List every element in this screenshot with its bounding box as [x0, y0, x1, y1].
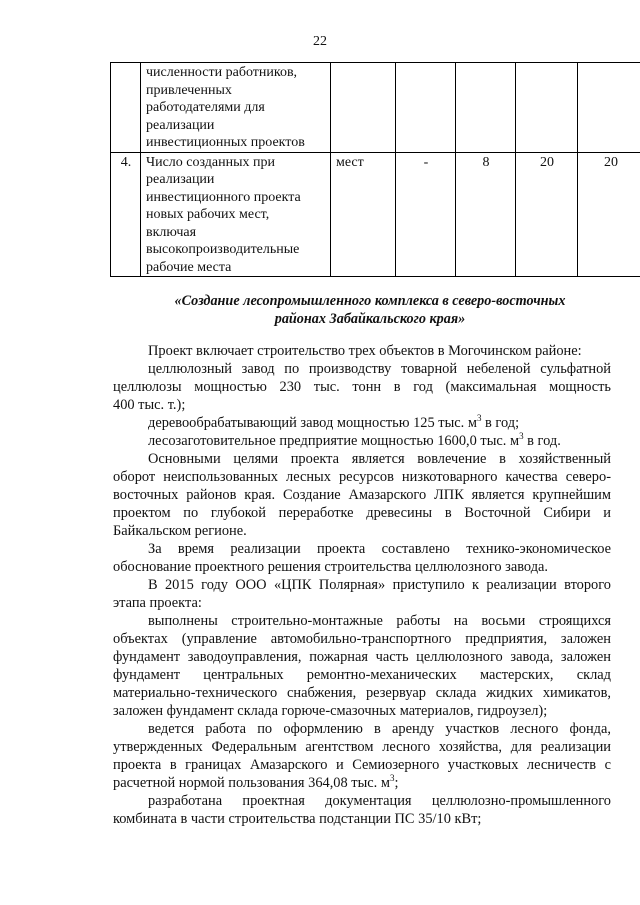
text-line: заложен фундамент склада горюче-смазочных материалов, гидроузел);	[113, 703, 548, 719]
paragraph	[113, 792, 611, 828]
text-line	[113, 432, 611, 450]
text-line: 400 тыс. т.);	[113, 397, 186, 413]
text-line: утвержденных Федеральным агентством лесного хозяйства, для реализации	[113, 739, 611, 755]
value-cell: -	[396, 152, 456, 277]
text-line: фундамент заводоуправления, пожарная часть целлюлозного завода, заложен	[113, 649, 611, 665]
text-fragment: деревообрабатывающий завод мощностью 125 тыс. м	[148, 415, 477, 431]
indicator-name-cell	[141, 152, 331, 277]
text-line: Основными целями проекта является вовлечение в хозяйственный	[148, 451, 611, 467]
paragraph	[113, 612, 611, 720]
paragraph	[113, 414, 611, 432]
section-title-line: «Создание лесопромышленного комплекса в северо-восточных	[174, 293, 566, 309]
text-line: обоснование проектного решения строительства целлюлозного завода.	[113, 559, 549, 575]
paragraph	[113, 540, 611, 576]
paragraph	[113, 576, 611, 612]
indicator-name-cell	[141, 63, 331, 153]
text-line	[113, 414, 611, 432]
cell-text-line: новых рабочих мест,	[146, 207, 270, 222]
text-line	[113, 774, 611, 792]
text-line: проекта в границах Амазарского и Семиозерного участковых лесничеств с	[113, 757, 611, 773]
cell-text-line: реализации	[146, 172, 215, 187]
page-number: 22	[313, 34, 327, 49]
text-line: выполнены строительно-монтажные работы на восьми строящихся	[148, 613, 611, 629]
text-line: целлюлозы мощностью 230 тыс. тонн в год (максимальная мощность	[113, 379, 611, 395]
text-line: ведется работа по оформлению в аренду участков лесного фонда,	[148, 721, 611, 737]
text-fragment: лесозаготовительное предприятие мощностью 1600,0 тыс. м	[148, 433, 520, 449]
superscript: 3	[389, 773, 395, 784]
value-cell	[396, 63, 456, 153]
table-row-4	[111, 152, 640, 277]
row-number-cell	[111, 63, 141, 153]
text-line: Проект включает строительство трех объектов в Могочинском районе:	[148, 343, 582, 359]
section-title	[120, 292, 620, 328]
cell-text-line: Число созданных при	[146, 154, 275, 170]
text-line: В 2015 году ООО «ЦПК Полярная» приступило к реализации второго	[148, 577, 611, 593]
paragraph	[113, 432, 611, 450]
cell-text-line: рабочие места	[146, 259, 232, 275]
text-line: объектах (управление автомобильно-транспортного предприятия, заложен	[113, 631, 611, 647]
value-cell: 8	[456, 152, 516, 277]
row-number-cell: 4.	[111, 152, 141, 277]
text-line: разработана проектная документация целлюлозно-промышленного	[148, 793, 611, 809]
text-fragment: в год.	[523, 433, 561, 449]
indicators-table	[110, 62, 640, 277]
text-line: материально-технического снабжения, резервуар склада жидких химикатов,	[113, 685, 611, 701]
text-line: Байкальском регионе.	[113, 523, 247, 539]
body-text	[113, 342, 611, 828]
text-line: этапа проекта:	[113, 595, 202, 611]
paragraph	[113, 720, 611, 792]
text-fragment: ;	[394, 775, 399, 791]
text-fragment: в год;	[481, 415, 520, 431]
cell-text-line: привлеченных	[146, 82, 232, 98]
cell-text-line: численности работников,	[146, 65, 298, 80]
value-cell	[578, 63, 640, 153]
paragraph	[113, 342, 611, 360]
cell-text-line: инвестиционного проекта	[146, 189, 301, 205]
cell-text-line: работодателями для	[146, 100, 265, 115]
text-line: оборот неиспользованных лесных ресурсов низкотоварного качества северо-	[113, 469, 611, 485]
text-line: фундамент центральных ремонтно-механических мастерских, склад	[113, 667, 611, 683]
superscript: 3	[476, 413, 482, 424]
text-line: комбината в части строительства подстанции ПС 35/10 кВт;	[113, 811, 482, 827]
unit-cell	[331, 63, 396, 153]
value-cell	[516, 63, 578, 153]
cell-text-line: реализации	[146, 117, 215, 133]
text-line: За время реализации проекта составлено технико-экономическое	[148, 541, 611, 557]
section-title-line: районах Забайкальского края»	[274, 311, 466, 327]
table-row-continuation	[111, 63, 640, 153]
value-cell: 20	[516, 152, 578, 277]
paragraph	[113, 360, 611, 414]
text-line: восточных районов края. Создание Амазарского ЛПК является крупнейшим	[113, 487, 611, 503]
superscript: 3	[519, 431, 524, 442]
value-cell	[456, 63, 516, 153]
cell-text-line: высокопроизводительные	[146, 242, 300, 257]
text-line: проектом по глубокой переработке древесины в Восточной Сибири и	[113, 505, 611, 521]
cell-text-line: включая	[146, 224, 197, 240]
unit-cell: мест	[331, 152, 396, 277]
text-fragment: расчетной нормой пользования 364,08 тыс. м	[113, 775, 390, 791]
text-line: целлюлозный завод по производству товарной небеленой сульфатной	[148, 361, 611, 377]
value-cell: 20	[578, 152, 640, 277]
paragraph	[113, 450, 611, 540]
cell-text-line: инвестиционных проектов	[146, 135, 305, 150]
